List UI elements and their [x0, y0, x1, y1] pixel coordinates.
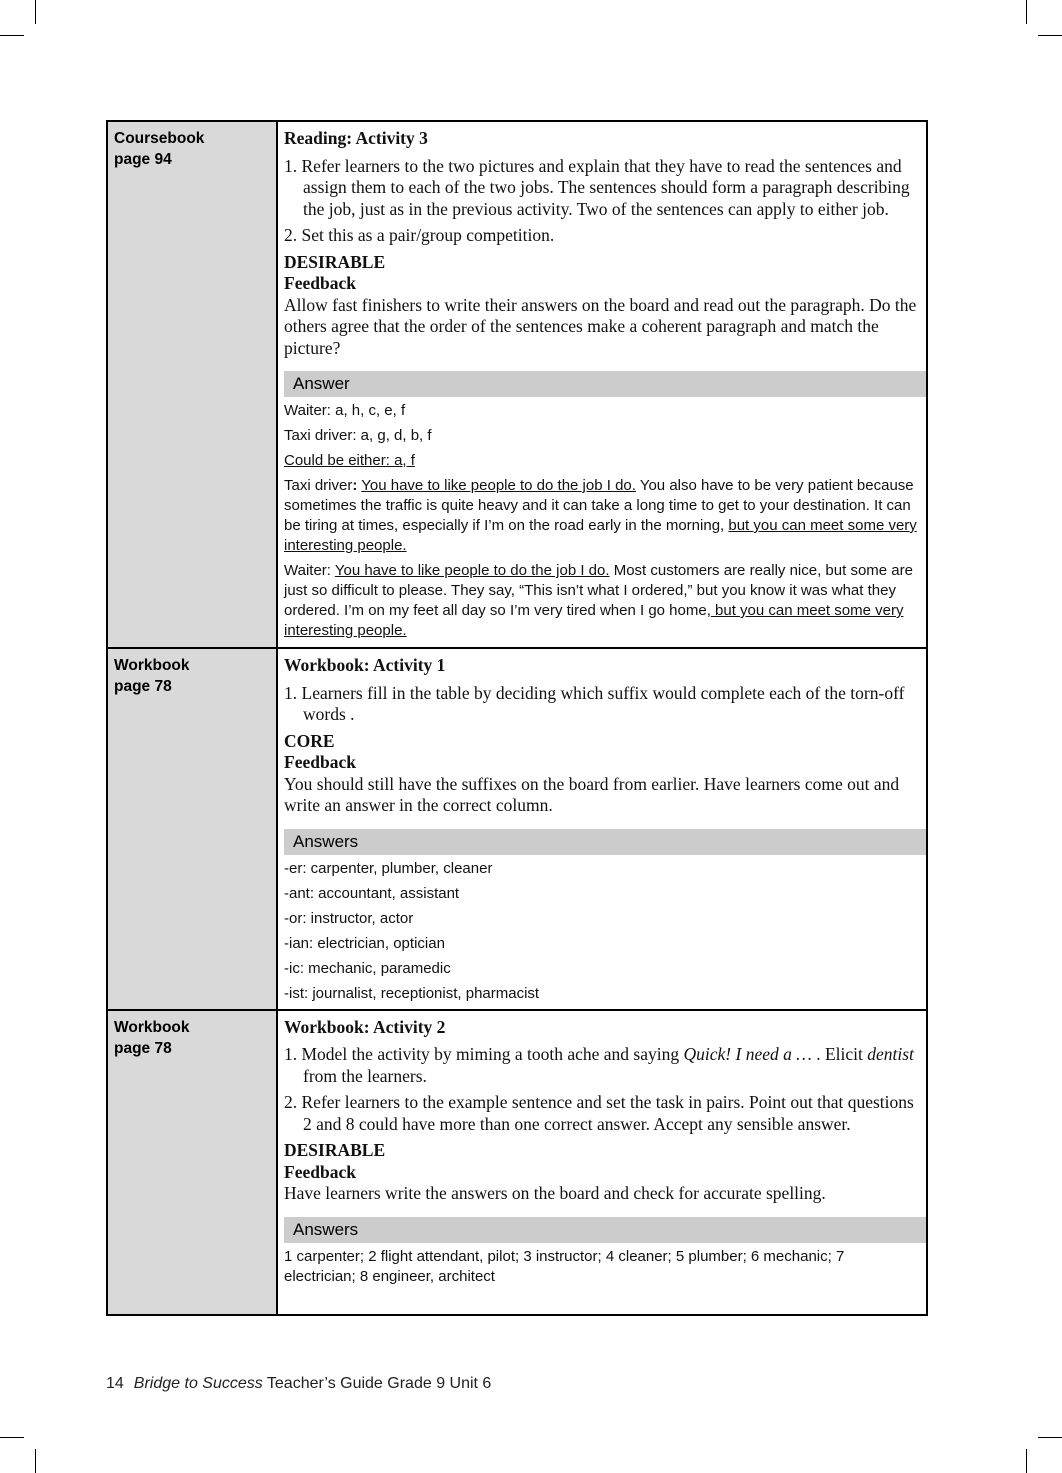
level-label: DESIRABLE	[284, 251, 386, 272]
answer-line: Could be either: a, f	[284, 452, 415, 469]
reference-book: Workbook	[114, 1018, 190, 1036]
answer-header: Answers	[284, 1217, 926, 1243]
crop-mark	[35, 1449, 36, 1473]
step-italic: Quick! I need a …	[683, 1044, 812, 1064]
paragraph-text: Most customers are really nice, but some are just so difficult to please. They say, “This isn’t what I ordered,” but you know it was what they ordered. I’m on my feet all day so I’m very tired when I go home,	[284, 562, 913, 619]
step-item: 1. Learners fill in the table by deciding which suffix would complete each of the torn-off words .	[284, 682, 905, 724]
step-text: from the learners.	[303, 1065, 427, 1086]
reference-book: Workbook	[114, 657, 190, 674]
footer-text: Teacher’s Guide Grade 9 Unit 6	[262, 1375, 492, 1392]
step-item: 1. Refer learners to the two pictures and explain that they have to read the sentences and assign them to each of the two jobs. The sentences should form a paragraph describing the job, just as in the previous activity. Two of the sentences can apply to either job.	[284, 155, 910, 219]
crop-mark	[35, 0, 36, 24]
page-number: 14	[106, 1375, 124, 1392]
answer-line: Waiter: a, h, c, e, f	[284, 402, 406, 419]
step-item: 2. Set this as a pair/group competition.	[284, 225, 555, 245]
table-row	[107, 1010, 927, 1315]
answer-header: Answers	[284, 829, 926, 855]
answer-paragraph	[284, 561, 920, 641]
step-text: . Elicit	[811, 1044, 868, 1064]
feedback-label: Feedback	[284, 273, 356, 293]
feedback-label: Feedback	[284, 1161, 356, 1182]
answer-paragraph: 1 carpenter; 2 flight attendant, pilot; 3 instructor; 4 cleaner; 5 plumber; 6 mechanic; 7 electrician; 8 engineer, architect	[284, 1247, 845, 1285]
answer-line: -ic: mechanic, paramedic	[284, 959, 451, 977]
crop-mark	[0, 1437, 24, 1438]
paragraph-label: Waiter:	[284, 562, 335, 579]
answer-line: Taxi driver: a, g, d, b, f	[284, 427, 432, 444]
answer-header: Answer	[284, 371, 926, 397]
feedback-text: You should still have the suffixes on the board from earlier. Have learners come out and write an answer in the correct column.	[284, 773, 900, 815]
table-row	[107, 648, 927, 1010]
answer-line: -er: carpenter, plumber, cleaner	[284, 859, 493, 877]
lesson-table	[106, 120, 928, 1316]
answer-line: -ant: accountant, assistant	[284, 884, 460, 902]
crop-mark	[1038, 35, 1062, 36]
crop-mark	[1026, 1449, 1027, 1473]
activity-heading: Reading: Activity 3	[284, 128, 428, 148]
answer-line: -ian: electrician, optician	[284, 934, 445, 952]
answer-line: -or: instructor, actor	[284, 909, 414, 927]
answer-paragraph	[284, 476, 920, 556]
feedback-text: Have learners write the answers on the board and check for accurate spelling.	[284, 1183, 826, 1203]
activity-heading: Workbook: Activity 2	[284, 1016, 446, 1037]
underlined-sentence: You have to like people to do the job I do.	[361, 477, 636, 494]
reference-page: page 78	[114, 678, 172, 695]
reference-page: page 94	[114, 151, 172, 168]
activity-cell	[277, 1010, 927, 1315]
underlined-sentence: but you can meet some very interesting people.	[284, 602, 904, 639]
reference-cell	[107, 1010, 277, 1315]
paragraph-colon: :	[352, 477, 358, 494]
reference-cell	[107, 648, 277, 1010]
crop-mark	[1038, 1437, 1062, 1438]
level-label: CORE	[284, 730, 335, 751]
answer-line: -ist: journalist, receptionist, pharmacist	[284, 984, 540, 1002]
underlined-sentence: but you can meet some very interesting people.	[284, 517, 917, 554]
level-label: DESIRABLE	[284, 1140, 386, 1160]
paragraph-text: You also have to be very patient because sometimes the traffic is quite heavy and it can take a long time to get to your destination. It can be tiring at times, especially if I’m on the road early in the morning,	[284, 477, 914, 534]
feedback-text: Allow fast finishers to write their answers on the board and read out the paragraph. Do the others agree that the order of the sentences make a coherent paragraph and match the picture?	[284, 294, 917, 358]
feedback-label: Feedback	[284, 752, 356, 772]
page-footer	[106, 1375, 491, 1393]
step-italic: dentist	[867, 1044, 914, 1064]
step-item	[284, 1044, 920, 1087]
reference-cell	[107, 121, 277, 648]
book-title: Bridge to Success	[133, 1375, 263, 1392]
table-row	[107, 121, 927, 648]
activity-cell	[277, 121, 927, 648]
crop-mark	[0, 35, 24, 36]
activity-heading: Workbook: Activity 1	[284, 655, 446, 675]
reference-book: Coursebook	[114, 130, 205, 147]
step-item: 2. Refer learners to the example sentence and set the task in pairs. Point out that questions 2 and 8 could have more than one correct answer. Accept any sensible answer.	[284, 1092, 914, 1134]
underlined-sentence: You have to like people to do the job I do.	[334, 562, 610, 579]
reference-page: page 78	[114, 1039, 172, 1057]
step-text: 1. Model the activity by miming a tooth ache and saying	[284, 1044, 684, 1064]
activity-cell	[277, 648, 927, 1010]
paragraph-label: Taxi driver	[284, 477, 353, 494]
crop-mark	[1026, 0, 1027, 24]
